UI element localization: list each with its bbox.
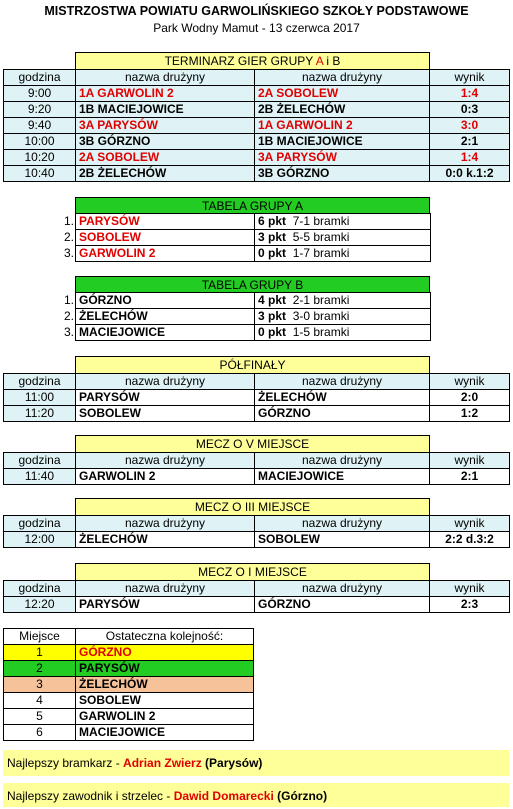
table-row [76,246,431,262]
match-score: 1:2 [430,406,510,422]
match-team1: 3B GÓRZNO [76,134,255,150]
table-row [4,406,510,422]
match-team2: ŻELECHÓW [255,390,430,406]
match-team1: 3A PARYSÓW [76,118,255,134]
tabela-b-table [75,292,431,341]
match-score: 3:0 [430,118,510,134]
mecz-3-table [3,515,510,548]
standing-team: ŻELECHÓW [76,309,255,325]
table-row [4,150,510,166]
table-row [4,469,510,485]
header-team1: nazwa drużyny [76,374,255,390]
match-team1: GARWOLIN 2 [76,469,255,485]
standing-position: 3. [63,246,74,260]
tabela-b-banner: TABELA GRUPY B [75,276,430,294]
standing-points: 6 pkt [258,214,287,228]
best-goalkeeper-team: (Parysów) [201,756,263,770]
final-place: 6 [4,725,76,741]
best-goalkeeper-bar [3,750,509,776]
mecz-5-table [3,452,510,485]
page-title: MISTRZOSTWA POWIATU GARWOLIŃSKIEGO SZKOŁY PODSTAWOWE [44,4,469,18]
standing-points: 0 pkt [258,246,287,260]
header-wynik: wynik [430,516,510,532]
match-score: 1:4 [430,86,510,102]
match-score: 1:4 [430,150,510,166]
header-team1: nazwa drużyny [76,453,255,469]
best-player-team: (Górzno) [273,789,328,803]
best-player-label: Najlepszy zawodnik i strzelec - [7,789,174,803]
standing-team: MACIEJOWICE [76,325,255,341]
match-team2: GÓRZNO [255,597,430,613]
mecz-3-banner: MECZ O III MIEJSCE [75,498,430,516]
final-place: 5 [4,709,76,725]
standing-points: 4 pkt [258,293,287,307]
header-godzina: godzina [4,581,76,597]
match-team2: MACIEJOWICE [255,469,430,485]
table-row [4,166,510,182]
polfinaly-banner: PÓŁFINAŁY [75,356,430,374]
header-team1: nazwa drużyny [76,581,255,597]
terminarz-banner-group-a: A [315,54,324,68]
mecz-1-table [3,580,510,613]
tabela-a-banner: TABELA GRUPY A [75,197,430,215]
match-team2: 2A SOBOLEW [255,86,430,102]
match-team1: ŻELECHÓW [76,532,255,548]
best-player-name: Dawid Domarecki [173,789,274,803]
match-team1: SOBOLEW [76,406,255,422]
header-team2: nazwa drużyny [255,453,430,469]
header-godzina: godzina [4,374,76,390]
header-team2: nazwa drużyny [255,516,430,532]
standing-goals: 3-0 bramki [292,309,350,323]
standing-team: SOBOLEW [76,230,255,246]
table-row [4,725,254,741]
mecz-5-banner: MECZ O V MIEJSCE [75,435,430,453]
standing-goals: 1-5 bramki [292,325,350,339]
table-row [4,677,254,693]
standing-position: 2. [63,309,74,323]
polfinaly-table [3,373,510,422]
best-goalkeeper-label: Najlepszy bramkarz - [7,756,124,770]
table-header-row [4,453,510,469]
standing-points: 3 pkt [258,230,287,244]
standing-position: 3. [63,325,74,339]
header-team1: nazwa drużyny [76,516,255,532]
standing-points: 3 pkt [258,309,287,323]
table-row [76,293,431,309]
match-team2: 2B ŻELECHÓW [255,102,430,118]
mecz-1-banner: MECZ O I MIEJSCE [75,563,430,581]
match-time: 11:20 [4,406,76,422]
table-row [4,102,510,118]
standing-position: 1. [63,214,74,228]
match-score: 2:1 [430,134,510,150]
final-place: 3 [4,677,76,693]
match-time: 11:00 [4,390,76,406]
match-time: 12:00 [4,532,76,548]
table-row [4,86,510,102]
table-row [4,645,254,661]
best-player-bar [3,783,509,807]
terminarz-banner-and: i [323,54,333,68]
page-subtitle: Park Wodny Mamut - 13 czerwca 2017 [153,21,360,35]
terminarz-banner-group-b: B [332,54,341,68]
header-godzina: godzina [4,516,76,532]
table-row [4,661,254,677]
table-row [4,134,510,150]
final-team: PARYSÓW [76,661,254,677]
table-header-row [4,581,510,597]
terminarz-banner [75,52,430,70]
header-kolejnosc: Ostateczna kolejność: [76,629,254,645]
table-header-row [4,516,510,532]
match-team1: 1A GARWOLIN 2 [76,86,255,102]
final-place: 1 [4,645,76,661]
final-team: GÓRZNO [76,645,254,661]
header-wynik: wynik [430,374,510,390]
match-time: 10:40 [4,166,76,182]
match-time: 10:20 [4,150,76,166]
match-score: 0:0 k.1:2 [430,166,510,182]
standing-goals: 5-5 bramki [292,230,350,244]
match-time: 12:20 [4,597,76,613]
table-row [76,325,431,341]
table-header-row [4,70,510,86]
standing-team: GÓRZNO [76,293,255,309]
match-team2: 3A PARYSÓW [255,150,430,166]
standing-team: PARYSÓW [76,214,255,230]
standing-goals: 2-1 bramki [292,293,350,307]
final-team: MACIEJOWICE [76,725,254,741]
match-score: 2:2 d.3:2 [430,532,510,548]
match-score: 2:1 [430,469,510,485]
header-wynik: wynik [430,453,510,469]
header-team2: nazwa drużyny [255,581,430,597]
table-row [4,597,510,613]
match-team2: 1B MACIEJOWICE [255,134,430,150]
match-time: 9:00 [4,86,76,102]
header-godzina: godzina [4,453,76,469]
match-team2: 3B GÓRZNO [255,166,430,182]
standing-goals: 1-7 bramki [292,246,350,260]
header-wynik: wynik [430,70,510,86]
table-row [76,309,431,325]
header-team2: nazwa drużyny [255,374,430,390]
match-score: 2:0 [430,390,510,406]
table-row [4,532,510,548]
match-time: 10:00 [4,134,76,150]
header-miejsce: Miejsce [4,629,76,645]
standing-goals: 7-1 bramki [292,214,350,228]
match-time: 9:20 [4,102,76,118]
final-place: 2 [4,661,76,677]
final-standings-table [3,628,254,741]
header-team1: nazwa drużyny [76,70,255,86]
table-row [4,709,254,725]
match-team2: GÓRZNO [255,406,430,422]
table-header-row [4,374,510,390]
final-team: SOBOLEW [76,693,254,709]
match-team2: 1A GARWOLIN 2 [255,118,430,134]
best-goalkeeper-name: Adrian Zwierz [123,756,202,770]
table-row [4,390,510,406]
header-godzina: godzina [4,70,76,86]
table-row [76,230,431,246]
table-row [76,214,431,230]
header-wynik: wynik [430,581,510,597]
final-team: GARWOLIN 2 [76,709,254,725]
header-team2: nazwa drużyny [255,70,430,86]
table-header-row [4,629,254,645]
match-time: 11:40 [4,469,76,485]
match-team1: 2A SOBOLEW [76,150,255,166]
match-team1: 1B MACIEJOWICE [76,102,255,118]
standing-position: 2. [63,230,74,244]
table-row [4,693,254,709]
match-score: 0:3 [430,102,510,118]
match-team2: SOBOLEW [255,532,430,548]
standing-team: GARWOLIN 2 [76,246,255,262]
match-team1: PARYSÓW [76,597,255,613]
tabela-a-table [75,213,431,262]
terminarz-banner-text: TERMINARZ GIER GRUPY [164,54,316,68]
standing-position: 1. [63,293,74,307]
match-team1: 2B ŻELECHÓW [76,166,255,182]
match-time: 9:40 [4,118,76,134]
final-team: ŻELECHÓW [76,677,254,693]
match-team1: PARYSÓW [76,390,255,406]
standing-points: 0 pkt [258,325,287,339]
final-place: 4 [4,693,76,709]
table-row [4,118,510,134]
terminarz-table [3,69,510,182]
match-score: 2:3 [430,597,510,613]
